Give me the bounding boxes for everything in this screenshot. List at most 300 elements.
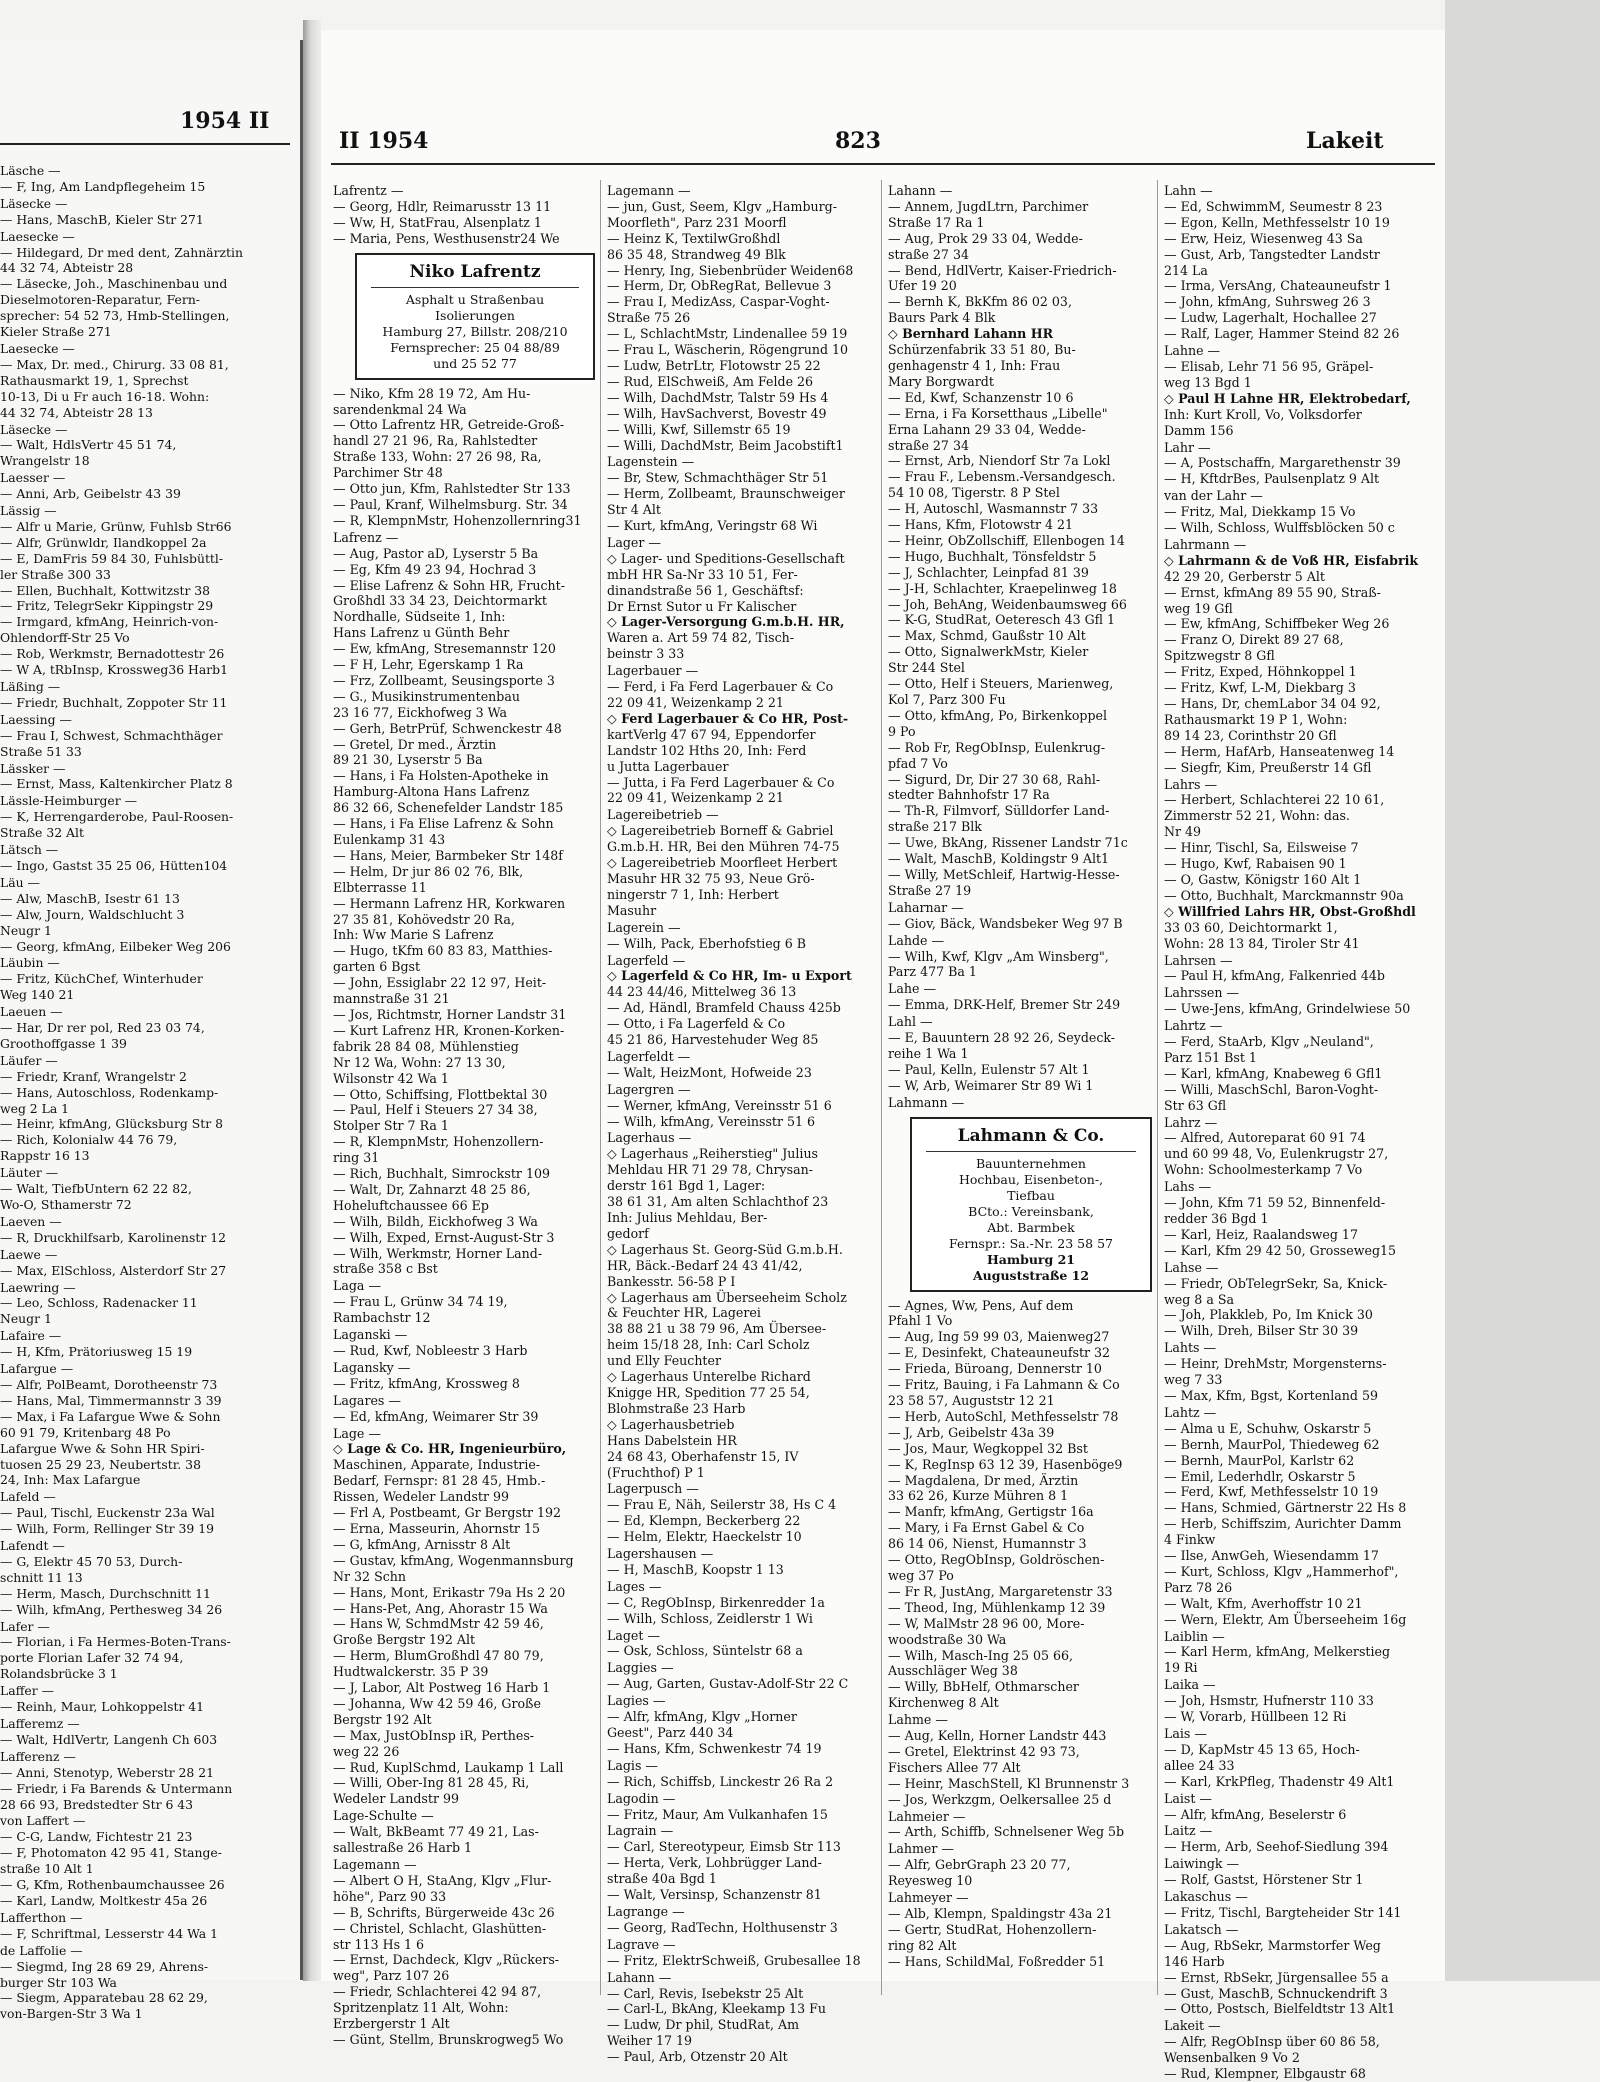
directory-entry: — Frz, Zollbeamt, Seusingsporte 3	[333, 672, 555, 688]
surname-heading: Lagerpusch —	[607, 1481, 699, 1497]
directory-entry: — Alb, Klempn, Spaldingstr 43a 21	[888, 1906, 1113, 1921]
directory-entry: — Fritz, ElektrSchweiß, Grubesallee 18	[607, 1952, 861, 1968]
directory-entry: — Hans, MaschB, Kieler Str 271	[0, 211, 204, 227]
directory-entry: Rathausmarkt 19 P 1, Wohn:	[1164, 711, 1348, 727]
directory-entry: — Hans-Pet, Ang, Ahorastr 15 Wa	[333, 1600, 548, 1616]
surname-heading: Lahann —	[888, 183, 953, 198]
directory-entry: — Ludw, Lagerhalt, Hochallee 27	[1164, 310, 1377, 326]
directory-entry: heim 15/18 28, Inh: Carl Scholz	[607, 1337, 810, 1353]
surname-heading: Lakeit —	[1164, 2018, 1221, 2034]
directory-entry: weg 8 a Sa	[1164, 1291, 1234, 1307]
directory-entry: sarendenkmal 24 Wa	[333, 401, 467, 417]
directory-entry: — Wilh, Schloss, Wulffsblöcken 50 c	[1164, 520, 1395, 536]
directory-entry: — Alfr u Marie, Grünw, Fuhlsb Str66	[0, 518, 232, 534]
directory-entry: Inh: Julius Mehldau, Ber-	[607, 1210, 768, 1225]
directory-entry: Landstr 102 Hths 20, Inh: Ferd	[607, 742, 807, 758]
surname-heading: Läuter —	[0, 1165, 59, 1181]
directory-entry: 10-13, Di u Fr auch 16-18. Wohn:	[0, 388, 210, 404]
directory-entry: Rathausmarkt 19, 1, Sprechst	[0, 372, 189, 388]
page-header-year: II 1954	[339, 128, 429, 154]
directory-entry: — H, Kfm, Prätoriusweg 15 19	[0, 1344, 193, 1360]
directory-entry: — D, KapMstr 45 13 65, Hoch-	[1164, 1741, 1360, 1757]
directory-entry: — Erw, Heiz, Wiesenweg 43 Sa	[1164, 230, 1363, 246]
directory-entry: — Läsecke, Joh., Maschinenbau und	[0, 276, 228, 292]
directory-entry: — Ludw, BetrLtr, Flotowstr 25 22	[607, 357, 821, 373]
advertisement-rule	[371, 287, 579, 288]
directory-entry: Bankesstr. 56-58 P I	[607, 1273, 736, 1289]
directory-entry: — Karl, Heiz, Raalandsweg 17	[1164, 1226, 1358, 1242]
directory-entry: — Hugo, Kwf, Rabaisen 90 1	[1164, 856, 1347, 872]
directory-entry: Neugr 1	[0, 1311, 52, 1327]
directory-entry: straße 40a Bgd 1	[607, 1871, 717, 1887]
directory-entry: Erna Lahann 29 33 04, Wedde-	[888, 421, 1086, 437]
directory-entry: Bedarf, Fernspr: 81 28 45, Hmb.-	[333, 1473, 546, 1489]
directory-entry: — Herb, AutoSchl, Methfesselstr 78	[888, 1408, 1119, 1424]
surname-heading: Laist —	[1164, 1790, 1213, 1806]
surname-heading: Laeven —	[0, 1213, 62, 1229]
directory-entry: — Alfr, kfmAng, Klgv „Horner	[607, 1709, 797, 1725]
directory-entry: — Herta, Verk, Lohbrügger Land-	[607, 1855, 822, 1871]
surname-heading: Läufer —	[0, 1052, 58, 1068]
advertisement-line: Abt. Barmbek	[987, 1219, 1075, 1235]
directory-entry: — Ernst, Dachdeck, Klgv „Rückers-	[333, 1952, 560, 1968]
directory-entry: Waren a. Art 59 74 82, Tisch-	[607, 630, 795, 646]
directory-entry: Nr 49	[1164, 824, 1202, 840]
surname-heading: Lahse —	[1164, 1259, 1219, 1275]
directory-entry: Bergstr 192 Alt	[333, 1711, 432, 1727]
surname-heading: Lahr —	[1164, 439, 1211, 455]
surname-heading: Lahs —	[1164, 1179, 1212, 1195]
directory-entry: — Otto, Postsch, Bielfeldtstr 13 Alt1	[1164, 2001, 1396, 2017]
directory-entry: — Hans, Meier, Barmbeker Str 148f	[333, 847, 563, 863]
directory-entry: 33 03 60, Deichtormarkt 1,	[1164, 919, 1338, 935]
directory-entry: — Sigurd, Dr, Dir 27 30 68, Rahl-	[888, 771, 1101, 787]
directory-entry: garten 6 Bgst	[333, 959, 421, 975]
surname-heading: Lagereibetrieb —	[607, 807, 719, 823]
previous-page-column	[0, 162, 292, 2022]
directory-entry: — Florian, i Fa Hermes-Boten-Trans-	[0, 1634, 231, 1650]
directory-entry: — Reinh, Maur, Lohkoppelstr 41	[0, 1699, 205, 1715]
directory-entry: Großhdl 33 34 23, Deichtormarkt	[333, 593, 547, 609]
directory-entry: — Osk, Schloss, Süntelstr 68 a	[607, 1643, 803, 1659]
surname-heading: van der Lahr —	[1164, 488, 1263, 504]
surname-heading: Läu —	[0, 874, 40, 890]
directory-entry: Parz 151 Bst 1	[1164, 1049, 1257, 1065]
directory-entry: — Otto, i Fa Lagerfeld & Co	[607, 1016, 786, 1032]
directory-entry: — Hans W, SchmdMstr 42 59 46,	[333, 1616, 544, 1632]
directory-entry: — Frau E, Näh, Seilerstr 38, Hs C 4	[607, 1497, 837, 1513]
directory-entry: — Wilh, HavSachverst, Bovestr 49	[607, 405, 827, 421]
surname-heading: Lagares —	[333, 1392, 401, 1408]
directory-entry: 4 Finkw	[1164, 1532, 1216, 1548]
surname-heading: Lafargue —	[0, 1361, 74, 1377]
directory-entry: — Siegmd, Ing 28 69 29, Ahrens-	[0, 1958, 209, 1974]
directory-entry: — Aug, Pastor aD, Lyserstr 5 Ba	[333, 545, 539, 561]
directory-entry: 24 68 43, Oberhafenstr 15, IV	[607, 1448, 799, 1464]
directory-entry: — Fr R, JustAng, Margaretenstr 33	[888, 1583, 1113, 1599]
directory-entry: Moorfleth", Parz 231 Moorfl	[607, 214, 787, 230]
directory-entry: Straße 27 19	[888, 882, 972, 898]
advertisement-line: Hochbau, Eisenbeton-,	[958, 1171, 1104, 1187]
surname-heading: Laganski —	[333, 1327, 408, 1343]
surname-heading: Lahrmann —	[1164, 536, 1247, 552]
directory-entry: sprecher: 54 52 73, Hmb-Stellingen,	[0, 308, 230, 324]
directory-entry: Erzbergerstr 1 Alt	[333, 2016, 450, 2032]
surname-heading: Lahne —	[1164, 343, 1221, 359]
directory-entry: Wedeler Landstr 99	[333, 1791, 460, 1807]
directory-entry: — Joh, BehAng, Weidenbaumsweg 66	[888, 596, 1127, 612]
directory-entry: — Max, i Fa Lafargue Wwe & Sohn	[0, 1408, 221, 1424]
directory-entry: Fischers Allee 77 Alt	[888, 1759, 1021, 1775]
surname-heading: von Laffert —	[0, 1813, 86, 1829]
directory-entry: schnitt 11 13	[0, 1569, 83, 1585]
directory-entry: — Karl, KrkPfleg, Thadenstr 49 Alt1	[1164, 1773, 1395, 1789]
surname-heading: Laget —	[607, 1627, 661, 1643]
directory-entry: — Walt, Versinsp, Schanzenstr 81	[607, 1887, 822, 1903]
directory-entry: — Rich, Kolonialw 44 76 79,	[0, 1132, 178, 1148]
directory-entry: — Wilh, Exped, Ernst-August-Str 3	[333, 1229, 555, 1245]
directory-entry: Weiher 17 19	[607, 2033, 693, 2049]
surname-heading: Lagerfeldt —	[607, 1048, 691, 1064]
advertisement-line: Tiefbau	[1007, 1187, 1055, 1203]
directory-entry: — Theod, Ing, Mühlenkamp 12 39	[888, 1599, 1106, 1615]
directory-entry: Zimmerstr 52 21, Wohn: das.	[1164, 808, 1350, 824]
directory-entry: 45 21 86, Harvestehuder Weg 85	[607, 1032, 819, 1048]
directory-entry: — A, Postschaffn, Margarethenstr 39	[1164, 455, 1401, 471]
directory-entry: — Alfr, RegObInsp über 60 86 58,	[1164, 2034, 1380, 2050]
directory-entry: — W, Vorarb, Hüllbeen 12 Ri	[1164, 1709, 1347, 1725]
directory-entry: Straße 75 26	[607, 310, 691, 326]
directory-entry: — Frau I, MedizAss, Caspar-Voght-	[607, 294, 830, 310]
directory-entry: 24, Inh: Max Lafargue	[0, 1472, 141, 1488]
surname-heading: Lagerfeld —	[607, 952, 686, 968]
directory-entry: — Magdalena, Dr med, Ärztin	[888, 1472, 1079, 1488]
advertisement-line: und 25 52 77	[433, 355, 517, 371]
directory-entry: Wohn: Schoolmesterkamp 7 Vo	[1164, 1162, 1363, 1178]
directory-entry: — F, Schriftmal, Lesserstr 44 Wa 1	[0, 1925, 219, 1941]
directory-entry: Elbterrasse 11	[333, 879, 427, 895]
previous-page-header: 1954 II	[180, 108, 270, 134]
directory-entry: — Georg, Hdlr, Reimarusstr 13 11	[333, 198, 552, 214]
directory-entry: — Joh, Hsmstr, Hufnerstr 110 33	[1164, 1693, 1374, 1709]
directory-entry: — Bernh, MaurPol, Thiedeweg 62	[1164, 1436, 1380, 1452]
surname-heading: Lakaschus —	[1164, 1889, 1248, 1905]
directory-entry: Inh: Ww Marie S Lafrenz	[333, 927, 494, 943]
directory-entry: — Egon, Kelln, Methfesselstr 10 19	[1164, 214, 1390, 230]
directory-entry: ◇ Lagereibetrieb Moorfleet Herbert	[607, 855, 838, 871]
directory-entry: Weg 140 21	[0, 987, 75, 1003]
directory-entry: weg 7 33	[1164, 1372, 1223, 1388]
directory-entry: — Wilh, kfmAng, Vereinsstr 51 6	[607, 1113, 816, 1129]
directory-entry: 146 Harb	[1164, 1953, 1225, 1969]
directory-entry: Kol 7, Parz 300 Fu	[888, 692, 1006, 707]
directory-entry: — Henry, Ing, Siebenbrüder Weiden68	[607, 262, 854, 278]
surname-heading: Lässig —	[0, 503, 57, 519]
surname-heading: Lätsch —	[0, 842, 59, 858]
directory-entry: — F H, Lehr, Egerskamp 1 Ra	[333, 657, 524, 673]
directory-entry: straße 10 Alt 1	[0, 1861, 94, 1877]
directory-entry: — Helm, Elektr, Haeckelstr 10	[607, 1529, 802, 1545]
directory-entry: — Hans, Schmied, Gärtnerstr 22 Hs 8	[1164, 1500, 1407, 1516]
directory-entry: Spitzwegstr 8 Gfl	[1164, 648, 1275, 664]
directory-entry: mbH HR Sa-Nr 33 10 51, Fer-	[607, 566, 798, 582]
directory-entry: ◇ Lagerhaus am Überseeheim Scholz	[607, 1289, 847, 1305]
directory-entry: — Paul, Kranf, Wilhelmsburg. Str. 34	[333, 496, 568, 512]
directory-entry: Nordhalle, Südseite 1, Inh:	[333, 609, 506, 625]
directory-entry: 44 32 74, Abteistr 28	[0, 260, 134, 276]
directory-entry: & Feuchter HR, Lagerei	[607, 1305, 761, 1321]
directory-entry: — Walt, BkBeamt 77 49 21, Las-	[333, 1824, 539, 1840]
advertisement-box	[910, 1117, 1152, 1292]
directory-entry: — Karl, Landw, Moltkestr 45a 26	[0, 1892, 208, 1908]
directory-entry: — F, Photomaton 42 95 41, Stange-	[0, 1845, 222, 1861]
directory-entry: — Carl, Stereotypeur, Eimsb Str 113	[607, 1839, 841, 1855]
directory-entry: — Ingo, Gastst 35 25 06, Hütten104	[0, 857, 228, 873]
surname-heading: Laesecke —	[0, 340, 75, 356]
directory-entry: — Irma, VersAng, Chateauneufstr 1	[1164, 278, 1392, 294]
directory-entry: Lafargue Wwe & Sohn HR Spiri-	[0, 1440, 205, 1456]
directory-entry: 22 09 41, Weizenkamp 2 21	[607, 790, 784, 806]
directory-entry: — Otto jun, Kfm, Rahlstedter Str 133	[333, 481, 571, 497]
directory-entry: — W, Arb, Weimarer Str 89 Wi 1	[888, 1077, 1094, 1093]
directory-entry: — Elisab, Lehr 71 56 95, Gräpel-	[1164, 358, 1374, 374]
surname-heading: Lahl —	[888, 1014, 933, 1030]
directory-entry: — J, Arb, Geibelstr 43a 39	[888, 1424, 1055, 1440]
directory-entry: redder 36 Bgd 1	[1164, 1211, 1269, 1226]
directory-entry: Rissen, Wedeler Landstr 99	[333, 1489, 510, 1505]
directory-entry: straße 27 34	[888, 437, 969, 453]
column-divider	[881, 180, 882, 1995]
directory-entry: — Kurt, kfmAng, Veringstr 68 Wi	[607, 518, 818, 534]
directory-entry: 44 32 74, Abteistr 28 13	[0, 404, 153, 420]
directory-entry: Mehldau HR 71 29 78, Chrysan-	[607, 1162, 813, 1178]
directory-entry: 19 Ri	[1164, 1660, 1198, 1676]
surname-heading: Lahrs —	[1164, 776, 1218, 792]
directory-entry: — John, kfmAng, Suhrsweg 26 3	[1164, 294, 1371, 310]
directory-entry: — Rob, Werkmstr, Bernadottestr 26	[0, 646, 225, 662]
directory-entry: — Heinr, DrehMstr, Morgensterns-	[1164, 1356, 1387, 1372]
surname-heading: Laesser —	[0, 470, 66, 486]
directory-entry: — Gustav, kfmAng, Wogenmannsburg	[333, 1552, 574, 1568]
directory-entry: — G., Musikinstrumentenbau	[333, 688, 520, 704]
directory-entry: und 60 99 48, Vo, Eulenkrugstr 27,	[1164, 1146, 1389, 1162]
running-head: Lakeit	[1306, 128, 1384, 154]
surname-heading: Lafferemz —	[0, 1716, 80, 1731]
directory-entry: — Alma u E, Schuhw, Oskarstr 5	[1164, 1420, 1372, 1436]
directory-entry: — Willy, BbHelf, Othmarscher	[888, 1679, 1079, 1695]
directory-entry: — Har, Dr rer pol, Red 23 03 74,	[0, 1020, 205, 1036]
directory-entry: Reyesweg 10	[888, 1873, 973, 1889]
directory-entry: — Fritz, Bauing, i Fa Lahmann & Co	[888, 1377, 1120, 1393]
directory-entry: — Ernst, Arb, Niendorf Str 7a Lokl	[888, 453, 1111, 469]
surname-heading: Lahmer —	[888, 1841, 954, 1857]
directory-entry: Knigge HR, Spedition 77 25 54,	[607, 1384, 810, 1400]
directory-entry: — Wilh, Form, Rellinger Str 39 19	[0, 1521, 215, 1537]
directory-entry: — Wilh, Schloss, Zeidlerstr 1 Wi	[607, 1610, 813, 1626]
directory-entry: — Wilh, DachdMstr, Talstr 59 Hs 4	[607, 389, 829, 405]
surname-heading: Lagansky —	[333, 1359, 411, 1375]
directory-entry: — Aug, Ing 59 99 03, Maienweg27	[888, 1329, 1110, 1345]
directory-entry: Blohmstraße 23 Harb	[607, 1400, 746, 1416]
surname-heading: Laffer —	[0, 1683, 55, 1699]
directory-entry: Str 63 Gfl	[1164, 1097, 1227, 1113]
directory-entry: 38 88 21 u 38 79 96, Am Übersee-	[607, 1321, 827, 1337]
column-divider	[1157, 180, 1158, 1995]
directory-entry: Dieselmotoren-Reparatur, Fern-	[0, 292, 200, 308]
directory-entry: — Rud, Klempner, Elbgaustr 68	[1164, 2066, 1366, 2082]
directory-entry: Hans Lafrenz u Günth Behr	[333, 625, 510, 641]
directory-entry: u Jutta Lagerbauer	[607, 758, 729, 774]
surname-heading: Lafendt —	[0, 1538, 65, 1554]
surname-heading: Laggies —	[607, 1660, 674, 1676]
directory-entry: — Arth, Schiffb, Schnelsener Weg 5b	[888, 1824, 1125, 1840]
directory-entry: — Rich, Schiffsb, Linckestr 26 Ra 2	[607, 1773, 834, 1789]
directory-entry: — Fritz, Maur, Am Vulkanhafen 15	[607, 1806, 828, 1822]
surname-heading: Lahrtz —	[1164, 1018, 1223, 1034]
surname-heading: Lais —	[1164, 1726, 1207, 1741]
surname-heading: Laiblin —	[1164, 1628, 1225, 1644]
surname-heading: Lahde —	[888, 932, 945, 948]
directory-entry: höhe", Parz 90 33	[333, 1888, 447, 1904]
directory-entry: — Günt, Stellm, Brunskrogweg5 Wo	[333, 2031, 564, 2047]
surname-heading: Läsecke —	[0, 421, 68, 437]
directory-entry: — Elise Lafrenz & Sohn HR, Frucht-	[333, 577, 565, 593]
directory-entry: — Herbert, Schlachterei 22 10 61,	[1164, 792, 1385, 808]
surname-heading: Lahann —	[607, 1969, 672, 1985]
directory-entry: — Paul, Kelln, Eulenstr 57 Alt 1	[888, 1061, 1090, 1077]
directory-entry: — Max, JustObInsp iR, Perthes-	[333, 1727, 535, 1743]
directory-entry: ningerstr 7 1, Inh: Herbert	[607, 886, 779, 902]
directory-entry: — Hans, SchildMal, Foßredder 51	[888, 1953, 1106, 1969]
directory-entry: — John, Kfm 71 59 52, Binnenfeld-	[1164, 1195, 1386, 1211]
directory-entry: — Paul H, kfmAng, Falkenried 44b	[1164, 968, 1385, 984]
advertisement-line: Auguststraße 12	[972, 1267, 1090, 1283]
advertisement-line: Hamburg 21	[986, 1251, 1076, 1267]
directory-entry: (Fruchthof) P 1	[607, 1464, 705, 1480]
directory-entry: — Willi, Kwf, Sillemstr 65 19	[607, 421, 791, 437]
directory-entry: und Elly Feuchter	[607, 1353, 721, 1369]
directory-entry: — Anni, Stenotyp, Weberstr 28 21	[0, 1764, 215, 1780]
directory-entry: 28 66 93, Bredstedter Str 6 43	[0, 1796, 194, 1812]
directory-entry: — Wilh, Pack, Eberhofstieg 6 B	[607, 935, 807, 951]
surname-heading: Laika —	[1164, 1677, 1216, 1693]
directory-entry: — Fritz, Tischl, Bargteheider Str 141	[1164, 1904, 1402, 1920]
directory-entry: — Friedr, ObTelegrSekr, Sa, Knick-	[1164, 1275, 1388, 1291]
surname-heading: Lafrentz —	[333, 183, 404, 198]
directory-entry: — Jos, Maur, Wegkoppel 32 Bst	[888, 1440, 1088, 1456]
advertisement-title: Lahmann & Co.	[957, 1125, 1105, 1146]
surname-heading: Lagodin —	[607, 1790, 676, 1806]
directory-entry: — Ww, H, StatFrau, Alsenplatz 1	[333, 214, 542, 230]
directory-entry: — Kurt, Schloss, Klgv „Hammerhof",	[1164, 1563, 1399, 1579]
directory-entry: — Alw, MaschB, Isestr 61 13	[0, 890, 180, 906]
directory-entry: — Leo, Schloss, Radenacker 11	[0, 1295, 198, 1311]
surname-heading: Lahe —	[888, 981, 937, 997]
directory-entry: — Herm, Dr, ObRegRat, Bellevue 3	[607, 278, 832, 294]
directory-entry: Str 244 Stel	[888, 660, 965, 676]
directory-entry: — Wilh, Dreh, Bilser Str 30 39	[1164, 1323, 1359, 1339]
directory-entry: — Erna, Masseurin, Ahornstr 15	[333, 1520, 540, 1536]
directory-entry: — Heinr, MaschStell, Kl Brunnenstr 3	[888, 1775, 1130, 1791]
surname-heading: Lagergren —	[607, 1081, 691, 1097]
directory-entry: — Ilse, AnwGeh, Wiesendamm 17	[1164, 1548, 1379, 1564]
directory-entry: dinandstraße 56 1, Geschäftsf:	[607, 582, 804, 598]
directory-entry: 9 Po	[888, 723, 916, 739]
directory-entry: Straße 51 33	[0, 743, 82, 759]
directory-entry: — Ernst, RbSekr, Jürgensallee 55 a	[1164, 1969, 1389, 1985]
directory-entry: Baurs Park 4 Blk	[888, 310, 996, 326]
surname-heading: Lahrsen —	[1164, 952, 1233, 968]
advertisement-line: Bauunternehmen	[976, 1155, 1086, 1171]
directory-entry: ◇ Lagerhaus St. Georg-Süd G.m.b.H.	[607, 1241, 843, 1257]
directory-entry: — Rud, ElSchweiß, Am Felde 26	[607, 373, 814, 389]
directory-entry: — Ed, SchwimmM, Seumestr 8 23	[1164, 198, 1383, 214]
directory-entry: — Christel, Schlacht, Glashütten-	[333, 1920, 547, 1936]
directory-entry: Rambachstr 12	[333, 1310, 431, 1326]
directory-entry: — Wilh, Kwf, Klgv „Am Winsberg",	[888, 948, 1109, 964]
directory-entry: — Wilh, kfmAng, Perthesweg 34 26	[0, 1601, 223, 1617]
directory-entry: G.m.b.H. HR, Bei den Mühren 74-75	[607, 839, 840, 855]
directory-entry: — Gust, MaschB, Schnuckendrift 3	[1164, 1985, 1388, 2001]
directory-entry: — Ed, Kwf, Schanzenstr 10 6	[888, 389, 1074, 405]
directory-entry: — L, SchlachtMstr, Lindenallee 59 19	[607, 326, 848, 342]
directory-entry: 22 09 41, Weizenkamp 2 21	[607, 695, 784, 710]
directory-entry: genhagenstr 4 1, Inh: Frau	[888, 357, 1061, 373]
directory-entry: — Ellen, Buchhalt, Kottwitzstr 38	[0, 582, 211, 598]
directory-entry: Straße 133, Wohn: 27 26 98, Ra,	[333, 449, 542, 465]
directory-entry: — Carl, Revis, Isebekstr 25 Alt	[607, 1985, 804, 2001]
surname-heading: Lafrenz —	[333, 529, 399, 545]
directory-entry: — Niko, Kfm 28 19 72, Am Hu-	[333, 385, 531, 401]
surname-heading: Laewe —	[0, 1246, 58, 1262]
directory-entry: — Alfr, Grünwldr, Ilandkoppel 2a	[0, 534, 207, 550]
directory-entry: — Fritz, TelegrSekr Kippingstr 29	[0, 598, 214, 614]
directory-entry: — Herm, Masch, Durchschnitt 11	[0, 1585, 211, 1601]
directory-entry: — Kurt Lafrenz HR, Kronen-Korken-	[333, 1022, 565, 1038]
directory-entry: — Hinr, Tischl, Sa, Eilsweise 7	[1164, 840, 1359, 856]
directory-entry: weg 19 Gfl	[1164, 600, 1233, 616]
directory-entry: Große Bergstr 192 Alt	[333, 1632, 476, 1648]
directory-entry: — Alfred, Autoreparat 60 91 74	[1164, 1130, 1366, 1146]
directory-entry: — Carl-L, BkAng, Kleekamp 13 Fu	[607, 2001, 826, 2017]
directory-entry: — Frau F., Lebensm.-Versandgesch.	[888, 469, 1116, 485]
directory-entry: — Herb, Schiffszim, Aurichter Damm	[1164, 1516, 1402, 1532]
surname-heading: Lafferthon —	[0, 1909, 83, 1925]
surname-heading: Lagemann —	[607, 183, 691, 198]
directory-entry: — Aug, RbSekr, Marmstorfer Weg	[1164, 1937, 1381, 1953]
directory-entry: — Frau I, Schwest, Schmachthäger	[0, 727, 223, 743]
surname-heading: de Laffolie —	[0, 1942, 83, 1958]
surname-heading: Lahtz —	[1164, 1404, 1217, 1420]
directory-entry: — Fritz, KüchChef, Winterhuder	[0, 971, 203, 987]
directory-entry: 33 62 26, Kurze Mühren 8 1	[888, 1488, 1069, 1504]
directory-entry: — Hildegard, Dr med dent, Zahnärztin	[0, 244, 243, 260]
directory-entry: — Bernh K, BkKfm 86 02 03,	[888, 294, 1072, 310]
surname-heading: Laeuen —	[0, 1004, 63, 1020]
surname-heading: Läsche —	[0, 163, 61, 178]
directory-entry: — Rich, Buchhalt, Simrockstr 109	[333, 1166, 550, 1182]
directory-entry: — Otto, Buchhalt, Marckmannstr 90a	[1164, 887, 1404, 903]
advertisement-line: Fernspr.: Sa.-Nr. 23 58 57	[949, 1235, 1113, 1251]
advertisement-title: Niko Lafrentz	[409, 261, 541, 282]
directory-entry: Schürzenfabrik 33 51 80, Bu-	[888, 342, 1076, 358]
directory-entry: Dr Ernst Sutor u Fr Kalischer	[607, 598, 797, 614]
directory-entry: — Irmgard, kfmAng, Heinrich-von-	[0, 614, 219, 630]
directory-entry: Parz 477 Ba 1	[888, 964, 977, 980]
directory-entry: — Walt, Kfm, Averhoffstr 10 21	[1164, 1595, 1363, 1611]
header-rule	[331, 163, 1435, 165]
directory-entry: Hoheluftchaussee 66 Ep	[333, 1197, 489, 1213]
